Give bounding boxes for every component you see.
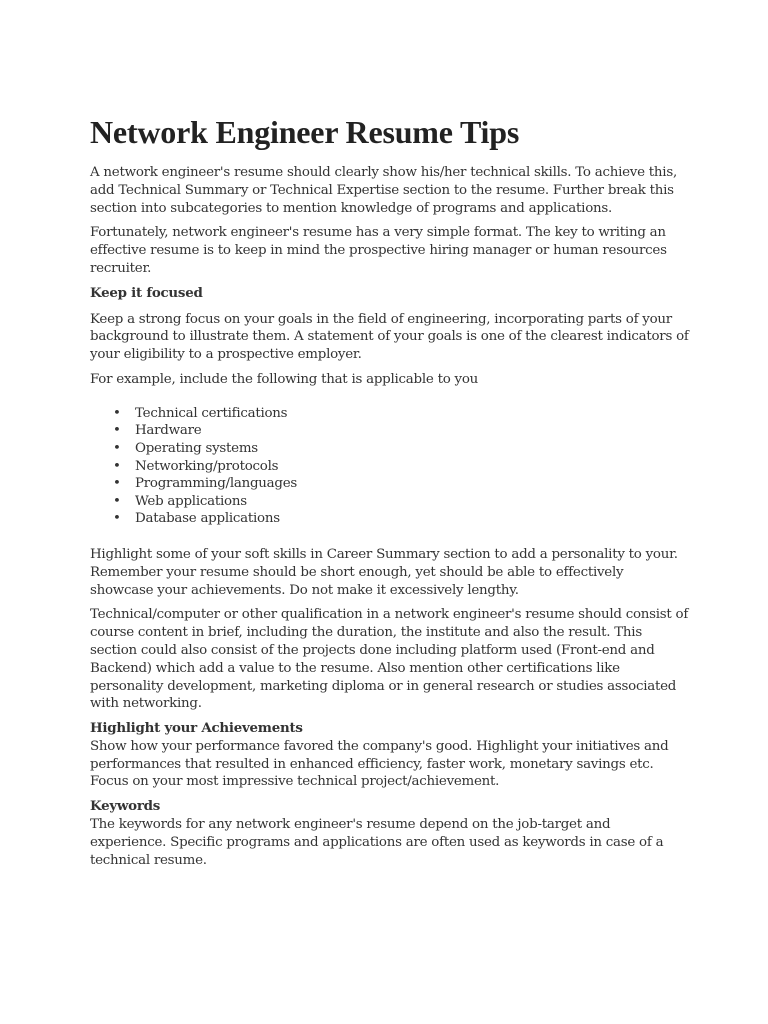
list-item: • Technical certifications [135,405,690,423]
applicable-skills-list [90,405,690,528]
list-item: • Hardware [135,422,690,440]
list-item: • Operating systems [135,440,690,458]
list-item: • Database applications [135,510,690,528]
focus-paragraph: Keep a strong focus on your goals in the field of engineering, incorporating parts of your background to illustrate them. A statement of your goals is one of the clearest indicators of your eligibility to a prospective employer. [90,311,689,363]
list-item: • Web applications [135,493,690,511]
section-heading-keywords: Keywords [90,798,161,815]
intro-paragraph: Fortunately, network engineer's resume has a very simple format. The key to writing an effective resume is to keep in mind the prospective hiring manager or human resources recruiter. [90,225,667,276]
qualification-paragraph: Technical/computer or other qualification in a network engineer's resume should consist of course content in brief, including the duration, the institute and also the result. This section could also consist of the projects done including platform used (Front-end and Backend) which add a value to the resume. Also mention other certifications like personality development, marketing diploma or in general research or studies associated with networking. [90,607,689,712]
achievements-paragraph: Show how your performance favored the company's good. Highlight your initiatives and performances that resulted in enhanced efficiency, faster work, monetary savings etc. Focus on your most impressive technical project/achievement. [90,738,669,790]
soft-skills-paragraph: Highlight some of your soft skills in Career Summary section to add a personality to your. Remember your resume should be short enough, yet should be able to effectively showcase your achievements. Do not make it excessively lengthy. [90,546,678,598]
page-title: Network Engineer Resume Tips [90,114,520,150]
section-heading-achievements: Highlight your Achievements [90,720,303,737]
keywords-paragraph: The keywords for any network engineer's resume depend on the job-target and experience. Specific programs and applications are often used as keywords in case of a technical resume. [90,817,664,868]
list-item: • Networking/protocols [135,458,690,476]
document-page [90,112,690,876]
focus-paragraph: For example, include the following that is applicable to you [90,371,479,387]
section-heading-keep-focused: Keep it focused [90,284,203,301]
list-item: • Programming/languages [135,475,690,493]
intro-paragraph: A network engineer's resume should clearly show his/her technical skills. To achieve this, add Technical Summary or Technical Expertise section to the resume. Further break this section into subcategories to mention knowledge of programs and applications. [90,165,677,216]
